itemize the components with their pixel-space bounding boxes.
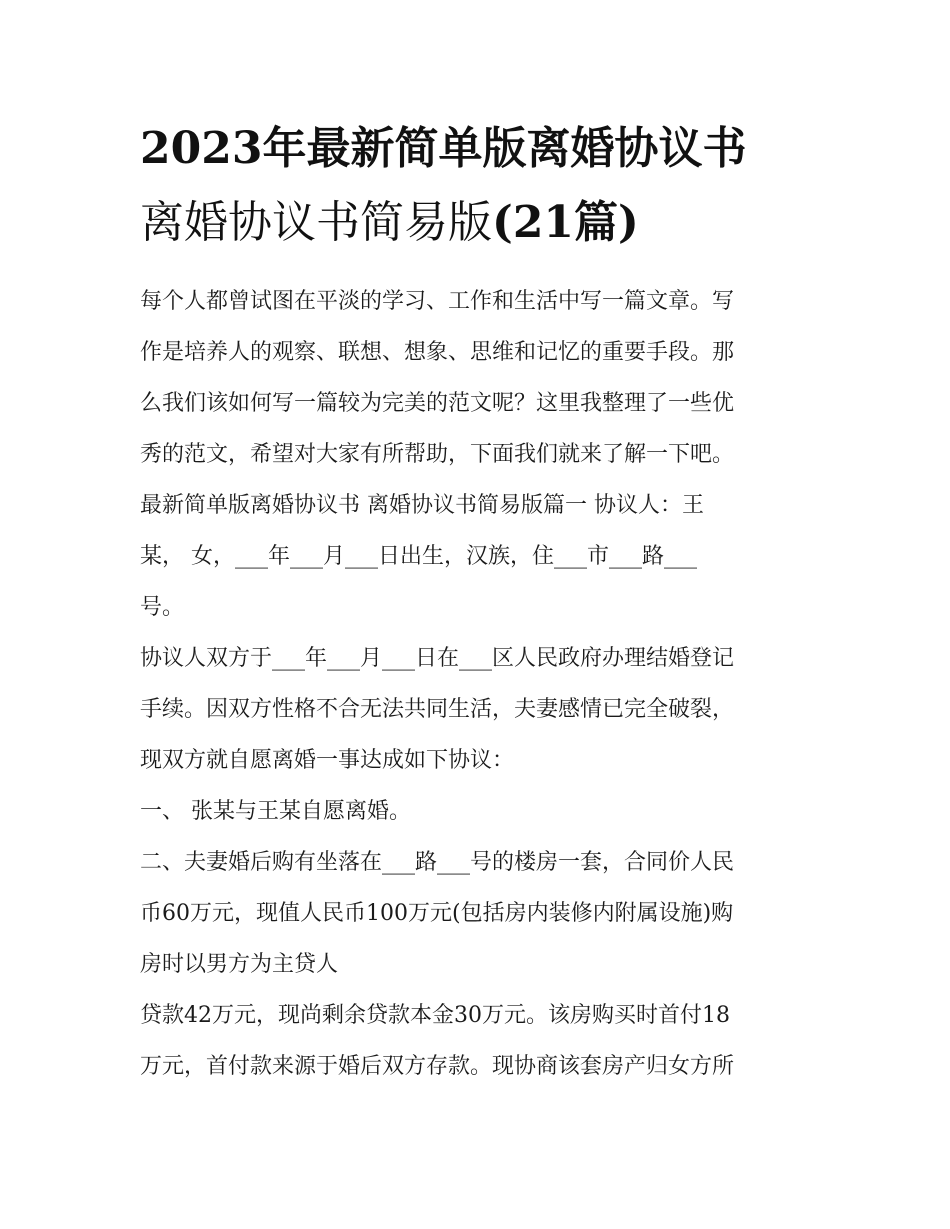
body-line-5: 最新简单版离婚协议书 离婚协议书简易版篇一 协议人：王 — [140, 493, 704, 518]
title-line-2-text: 离婚协议书简易版 — [140, 197, 492, 248]
body-line-8: 协议人双方于___年___月___日在___区人民政府办理结婚登记 — [140, 646, 735, 671]
body-line-1: 每个人都曾试图在平淡的学习、工作和生活中写一篇文章。写 — [140, 289, 735, 314]
body-line-7: 号。 — [140, 595, 185, 620]
body-line-3: 么我们该如何写一篇较为完美的范文呢？这里我整理了一些优 — [140, 391, 735, 416]
title-line-2-count: (21篇) — [492, 197, 639, 248]
document-title — [140, 112, 820, 260]
body-line-14: 房时以男方为主贷人 — [140, 952, 339, 977]
body-line-4: 秀的范文，希望对大家有所帮助，下面我们就来了解一下吧。 — [140, 442, 735, 467]
body-line-10: 现双方就自愿离婚一事达成如下协议： — [140, 748, 515, 773]
body-line-13: 币60万元，现值人民币100万元(包括房内装修内附属设施)购 — [140, 901, 734, 926]
body-line-16: 万元，首付款来源于婚后双方存款。现协商该套房产归女方所 — [140, 1054, 735, 1079]
title-line-1: 2023年最新简单版离婚协议书 — [140, 123, 747, 174]
body-line-15: 贷款42万元，现尚剩余贷款本金30万元。该房购买时首付18 — [140, 1003, 730, 1028]
document-body — [140, 276, 820, 1092]
title-line-2 — [140, 186, 820, 260]
body-line-12: 二、夫妻婚后购有坐落在___路___号的楼房一套，合同价人民 — [140, 850, 735, 875]
body-line-9: 手续。因双方性格不合无法共同生活，夫妻感情已完全破裂， — [140, 697, 735, 722]
body-line-6: 某， 女，___年___月___日出生，汉族，住___市___路___ — [140, 544, 697, 569]
body-line-2: 作是培养人的观察、联想、想象、思维和记忆的重要手段。那 — [140, 340, 735, 365]
body-line-11: 一、 张某与王某自愿离婚。 — [140, 799, 411, 824]
